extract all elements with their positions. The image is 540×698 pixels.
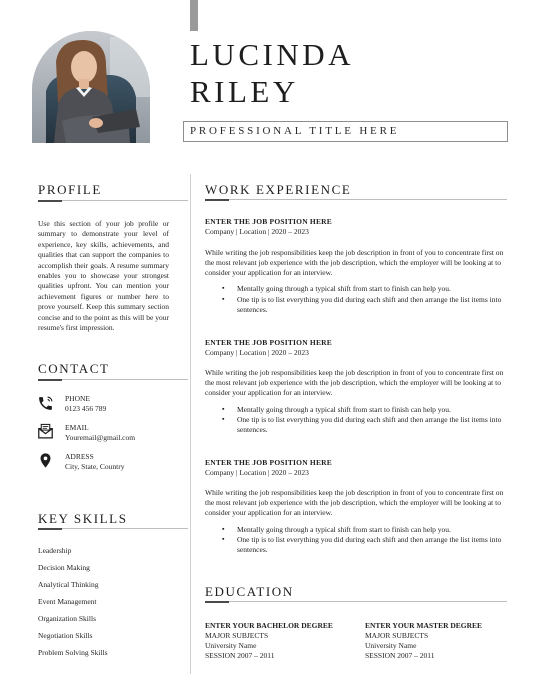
degree-subjects: MAJOR SUBJECTS	[365, 631, 429, 640]
phone-icon	[37, 395, 54, 412]
skill-item: Leadership	[38, 546, 72, 555]
job-bullet: Mentally going through a typical shift from start to finish can help you.	[237, 405, 451, 414]
top-accent-bar	[190, 0, 198, 31]
education-heading: EDUCATION	[205, 584, 294, 599]
contact-address-value: City, State, Country	[65, 462, 125, 471]
degree-title: ENTER YOUR MASTER DEGREE	[365, 621, 483, 630]
degree-session: SESSION 2007 – 2011	[365, 651, 435, 660]
contact-phone-value: 0123 456 789	[65, 404, 107, 413]
profile-summary: Use this section of your job profile or summary to demonstrate your level of experience, key skills, achievements, and qualities that can support the companies to accomplish their goals. A resume summary enables you to showcase your strongest qualities upfront. You can mention your achievement figures or number here to prove yourself. Keep this summary section concise and to the point as this will be your resume's first impression.	[38, 219, 169, 333]
job-title: ENTER THE JOB POSITION HERE	[205, 338, 332, 347]
bullet-icon: ▪	[222, 525, 225, 533]
job-title: ENTER THE JOB POSITION HERE	[205, 458, 332, 467]
work-heading: WORK EXPERIENCE	[205, 182, 352, 197]
job-bullet: Mentally going through a typical shift from start to finish can help you.	[237, 525, 451, 534]
contact-phone-label: PHONE	[65, 394, 91, 403]
degree-title: ENTER YOUR BACHELOR DEGREE	[205, 621, 333, 630]
education-heading-accent	[205, 601, 229, 603]
bullet-icon: ▪	[222, 284, 225, 292]
job-meta: Company | Location | 2020 – 2023	[205, 227, 309, 236]
professional-title-box	[183, 121, 508, 142]
job-description: While writing the job responsibilities keep the job description in front of you to concentrate first on the most relevant job experience with the job description, which the employer will be looking at to consider your application for an interview.	[205, 248, 504, 278]
bullet-icon: ▪	[222, 535, 225, 543]
name-first: LUCINDA	[190, 37, 354, 72]
degree-session: SESSION 2007 – 2011	[205, 651, 275, 660]
degree-subjects: MAJOR SUBJECTS	[205, 631, 269, 640]
work-heading-rule	[205, 199, 507, 200]
degree-university: University Name	[205, 641, 257, 650]
bullet-icon: ▪	[222, 415, 225, 423]
envelope-icon	[37, 423, 54, 440]
education-entry-master	[365, 621, 482, 661]
job-bullet: One tip is to list everything you did during each shift and then arrange the list items into sentences.	[237, 535, 502, 555]
skill-item: Negotiation Skills	[38, 631, 93, 640]
job-meta: Company | Location | 2020 – 2023	[205, 468, 309, 477]
skill-item: Decision Making	[38, 563, 90, 572]
job-description: While writing the job responsibilities keep the job description in front of you to concentrate first on the most relevant job experience with the job description, which the employer will be looking at to consider your application for an interview.	[205, 488, 504, 518]
professional-title: PROFESSIONAL TITLE HERE	[190, 125, 400, 137]
job-bullet: One tip is to list everything you did during each shift and then arrange the list items into sentences.	[237, 415, 502, 435]
skills-heading: KEY SKILLS	[38, 511, 128, 526]
contact-heading-accent	[38, 379, 62, 381]
job-description: While writing the job responsibilities keep the job description in front of you to concentrate first on the most relevant job experience with the job description, which the employer will be looking at to consider your application for an interview.	[205, 368, 504, 398]
skill-item: Organization Skills	[38, 614, 96, 623]
column-divider	[190, 174, 191, 674]
education-heading-rule	[205, 601, 507, 602]
contact-email-label: EMAIL	[65, 423, 89, 432]
full-name	[190, 36, 354, 110]
contact-email-value[interactable]: Youremail@gmail.com	[65, 433, 136, 442]
skill-item: Analytical Thinking	[38, 580, 99, 589]
contact-address-label: ADRESS	[65, 452, 94, 461]
contact-heading: CONTACT	[38, 361, 110, 376]
skill-item: Event Management	[38, 597, 97, 606]
education-entry-bachelor	[205, 621, 333, 661]
degree-university: University Name	[365, 641, 417, 650]
skills-heading-accent	[38, 528, 62, 530]
profile-heading-accent	[38, 200, 62, 202]
job-title: ENTER THE JOB POSITION HERE	[205, 217, 332, 226]
bullet-icon: ▪	[222, 295, 225, 303]
profile-photo	[32, 31, 150, 143]
map-pin-icon	[37, 452, 54, 469]
bullet-icon: ▪	[222, 405, 225, 413]
job-bullet: One tip is to list everything you did during each shift and then arrange the list items into sentences.	[237, 295, 502, 315]
name-last: RILEY	[190, 74, 299, 109]
profile-heading: PROFILE	[38, 182, 102, 197]
job-bullet: Mentally going through a typical shift from start to finish can help you.	[237, 284, 451, 293]
work-heading-accent	[205, 199, 229, 201]
skill-item: Problem Solving Skills	[38, 648, 108, 657]
job-meta: Company | Location | 2020 – 2023	[205, 348, 309, 357]
